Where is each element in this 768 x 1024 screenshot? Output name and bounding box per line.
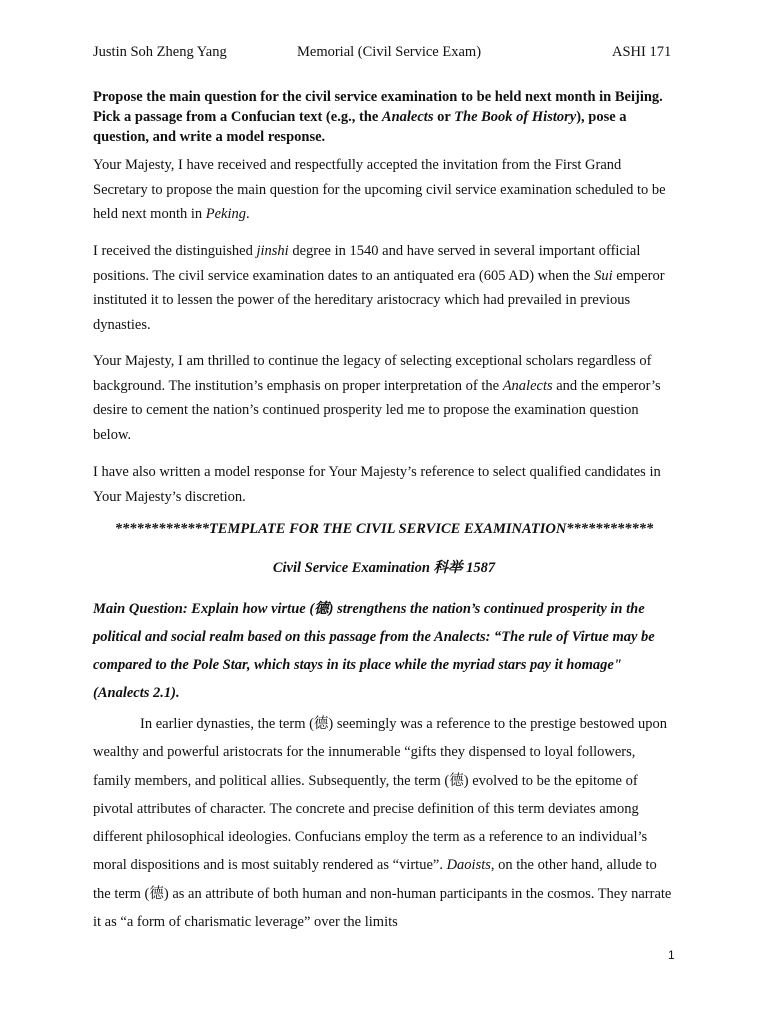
paragraph-credentials: I received the distinguished jinshi degree in 1540 and have served in several important official positions. The civil service examination dates to an antiquated era (605 AD) when the Sui emperor instituted it to lessen the power of the hereditary aristocracy which had prevailed in previous dynasties. (93, 243, 665, 333)
paragraph-invitation: Your Majesty, I have received and respectfully accepted the invitation from the First Grand Secretary to propose the main question for the upcoming civil service examination scheduled to be held next month in Peking. (93, 157, 666, 222)
assignment-prompt: Propose the main question for the civil service examination to be held next month in Beijing. Pick a passage from a Confucian text (e.g., the Analects or The Book of History), pose a question, and write a model response. (93, 89, 663, 145)
header-title: Memorial (Civil Service Exam) (297, 44, 482, 60)
paragraph-legacy: Your Majesty, I am thrilled to continue the legacy of selecting exceptional scholars regardless of background. The institution’s emphasis on proper interpretation of the Analects and the emperor’s desire to cement the nation’s continued prosperity led me to propose the examination question below. (93, 353, 661, 443)
main-question: Main Question: Explain how virtue (德) strengthens the nation’s continued prosperity in the political and social realm based on this passage from the Analects: “The rule of Virtue may be compared to the Pole Star, which stays in its place while the myriad stars pay it homage" (Analects 2.1). (93, 601, 655, 701)
essay-body: In earlier dynasties, the term (德) seemingly was a reference to the prestige bestowed upon wealthy and powerful aristocrats for the innumerable “gifts they dispensed to loyal followers, family members, and political allies. Subsequently, the term (德) evolved to be the epitome of pivotal attributes of character. The concrete and precise definition of this term deviates among different philosophical ideologies. Confucians employ the term as a reference to an individual’s moral dispositions and is most suitably rendered as “virtue”. Daoists, on the other hand, allude to the term (德) as an attribute of both human and non-human participants in the cosmos. They narrate it as “a form of charismatic leverage” over the limits (93, 716, 672, 931)
page-number: 1 (668, 948, 675, 962)
header-author: Justin Soh Zheng Yang (93, 44, 227, 60)
template-heading: *************TEMPLATE FOR THE CIVIL SERVICE EXAMINATION************ (114, 521, 654, 537)
header-course: ASHI 171 (612, 44, 672, 60)
paragraph-model-response: I have also written a model response for Your Majesty’s reference to select qualified candidates in Your Majesty’s discretion. (93, 464, 661, 505)
exam-title: Civil Service Examination 科举 1587 (272, 560, 496, 576)
